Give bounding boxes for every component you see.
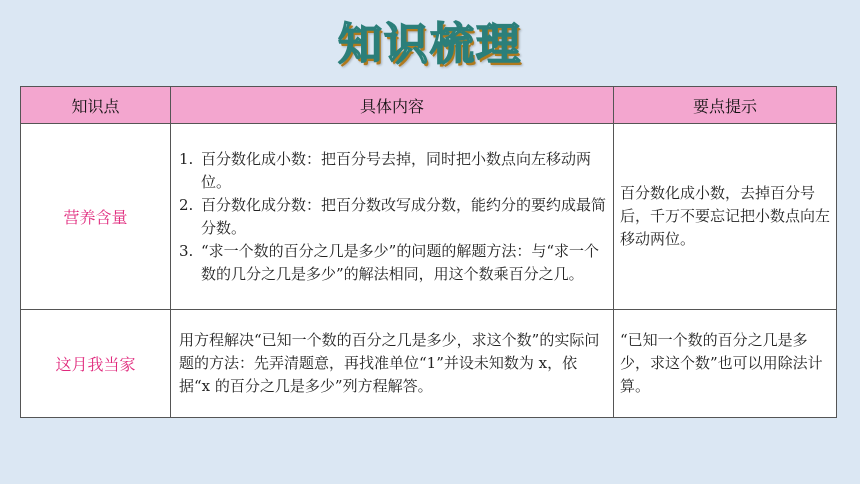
item-number: 3. [179, 241, 194, 260]
row-label-nutrition: 营养含量 [21, 124, 171, 310]
header-key-tips: 要点提示 [614, 87, 837, 124]
page-title: 知识梳理 [338, 19, 522, 70]
content-text: 用方程解决“已知一个数的百分之几是多少，求这个数”的实际问题的方法：先弄清题意，再找准单位“1”并设未知数为 x，依据“x 的百分之几是多少”列方程解答。 [179, 331, 600, 395]
item-text: “求一个数的百分之几是多少”的问题的解题方法：与“求一个数的几分之几是多少”的解法相同，用这个数乘百分之几。 [201, 241, 600, 283]
row-label-household: 这月我当家 [21, 310, 171, 418]
tip-cell [614, 124, 837, 310]
content-cell [171, 124, 614, 310]
list-item [179, 194, 607, 240]
tip-text: 百分数化成小数，去掉百分号后，千万不要忘记把小数点向左移动两位。 [620, 184, 831, 248]
content-cell [171, 310, 614, 418]
table-row [21, 124, 837, 310]
header-specific-content: 具体内容 [171, 87, 614, 124]
knowledge-table [20, 86, 837, 418]
tip-text: “已知一个数的百分之几是多少，求这个数”也可以用除法计算。 [620, 331, 823, 395]
item-number: 2. [179, 195, 194, 214]
item-number: 1. [179, 149, 194, 168]
list-item [179, 240, 607, 286]
header-knowledge-point: 知识点 [21, 87, 171, 124]
list-item [179, 148, 607, 194]
table-row [21, 310, 837, 418]
table-header-row [21, 87, 837, 124]
tip-cell [614, 310, 837, 418]
item-text: 百分数化成分数：把百分数改写成分数，能约分的要约成最简分数。 [201, 195, 607, 237]
item-text: 百分数化成小数：把百分号去掉，同时把小数点向左移动两位。 [201, 149, 592, 191]
